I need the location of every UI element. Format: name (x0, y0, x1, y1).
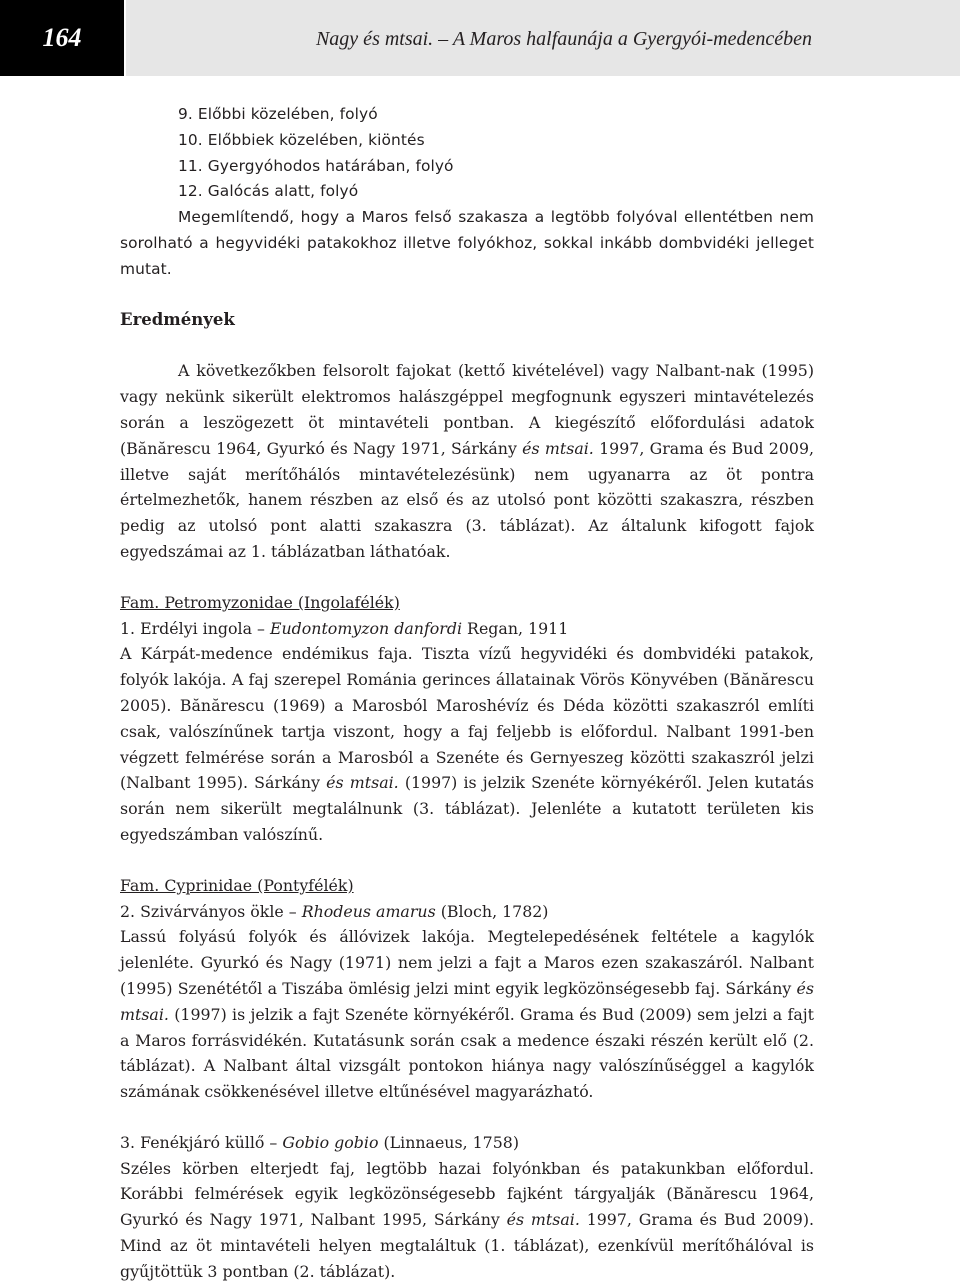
page-header (0, 0, 960, 76)
species-text-1: A Kárpát-medence endémikus faja. Tiszta vízű hegyvidéki és dombvidéki patakok, folyók lakója. A faj szerepel Románia gerinces állatainak Vörös Könyvében (Bănărescu 2005). Bănărescu (1969) a Marosból Maroshévíz és Déda közötti szakaszról említi csak, valószínűnek tartja viszont, hogy a faj feljebb is előfordul. Nalbant 1991-ben végzett felmérése során a Marosból a Szenéte és Gernyeszeg közötti szakaszról jelzi (Nalbant 1995). Sárkány és mtsai. (1997) is jelzik Szenéte környékéről. Jelen kutatás során nem sikerült megtalálnunk (3. táblázat). Jelenléte a kutatott területen kis egyedszámban valószínű. (120, 644, 815, 844)
site-list-item: 12. Galócás alatt, folyó (178, 182, 359, 201)
species-title-1: 1. Erdélyi ingola – Eudontomyzon danfordi Regan, 1911 (120, 618, 569, 638)
species-title-3: 3. Fenékjáró küllő – Gobio gobio (Linnaeus, 1758) (120, 1132, 519, 1152)
family-heading-cyprinidae: Fam. Cyprinidae (Pontyfélék) (120, 875, 354, 895)
intro-note: Megemlítendő, hogy a Maros felső szakasza a legtöbb folyóval ellentétben nem sorolható a hegyvidéki patakokhoz illetve folyókhoz, sokkal inkább dombvidéki jelleget mutat. (120, 208, 814, 278)
site-list-item: 11. Gyergyóhodos határában, folyó (178, 156, 454, 175)
site-list-item: 10. Előbbiek közelében, kiöntés (178, 130, 425, 149)
species-title-2: 2. Szivárványos ökle – Rhodeus amarus (Bloch, 1782) (120, 901, 549, 921)
family-heading-petromyzonidae: Fam. Petromyzonidae (Ingolafélék) (120, 592, 400, 612)
site-list-item: 9. Előbbi közelében, folyó (178, 105, 378, 123)
page-number: 164 (0, 0, 124, 76)
results-paragraph: A következőkben felsorolt fajokat (kettő kivételével) vagy Nalbant-nak (1995) vagy nekünk sikerült elektromos halászgéppel megfognunk egyszeri mintavételezés során a leszögezett öt mintavételi pontban. A kiegészítő előfordulási adatok (Bănărescu 1964, Gyurkó és Nagy 1971, Sárkány és mtsai. 1997, Grama és Bud 2009, illetve saját merítőhálós mintavételezésünk) nem ugyanarra az öt pontra értelmezhetők, hanem részben az első és az utolsó pont közötti szakaszra, részben pedig az utolsó pont alatti szakaszra (3. táblázat). Az általunk kifogott fajok egyedszámai az 1. táblázatban láthatóak. (120, 361, 815, 561)
species-text-3: Széles körben elterjedt faj, legtöbb hazai folyónkban és patakunkban előfordul. Korábbi felmérések egyik legközönségesebb fajként tárgyalják (Bănărescu 1964, Gyurkó és Nagy 1971, Nalbant 1995, Sárkány és mtsai. 1997, Grama és Bud 2009). Mind az öt mintavételi helyen megtaláltuk (1. táblázat), ezenkívül merítőhálóval is gyűjtöttük 3 pontban (2. táblázat). (120, 1158, 814, 1281)
section-heading-results: Eredmények (120, 309, 235, 329)
running-title: Nagy és mtsai. – A Maros halfaunája a Gyergyói-medencében (126, 0, 960, 76)
page-body (120, 102, 814, 1285)
species-text-2: Lassú folyású folyók és állóvizek lakója. Megtelepedésének feltétele a kagylók jelenléte. Gyurkó és Nagy (1971) nem jelzi a fajt a Maros ezen szakaszáról. Nalbant (1995) Szenététől a Tiszába ömlésig jelzi mint egyik legközönségesebb faj. Sárkány és mtsai. (1997) is jelzik a fajt Szenéte környékéről. Grama és Bud (2009) sem jelzi a fajt a Maros forrásvidékén. Kutatásunk során csak a medence északi részén került elő (2. táblázat). A Nalbant által vizsgált pontokon hiánya nagy valószínűséggel a kagylók számának csökkenésével illetve eltűnésével magyarázható. (120, 927, 814, 1102)
